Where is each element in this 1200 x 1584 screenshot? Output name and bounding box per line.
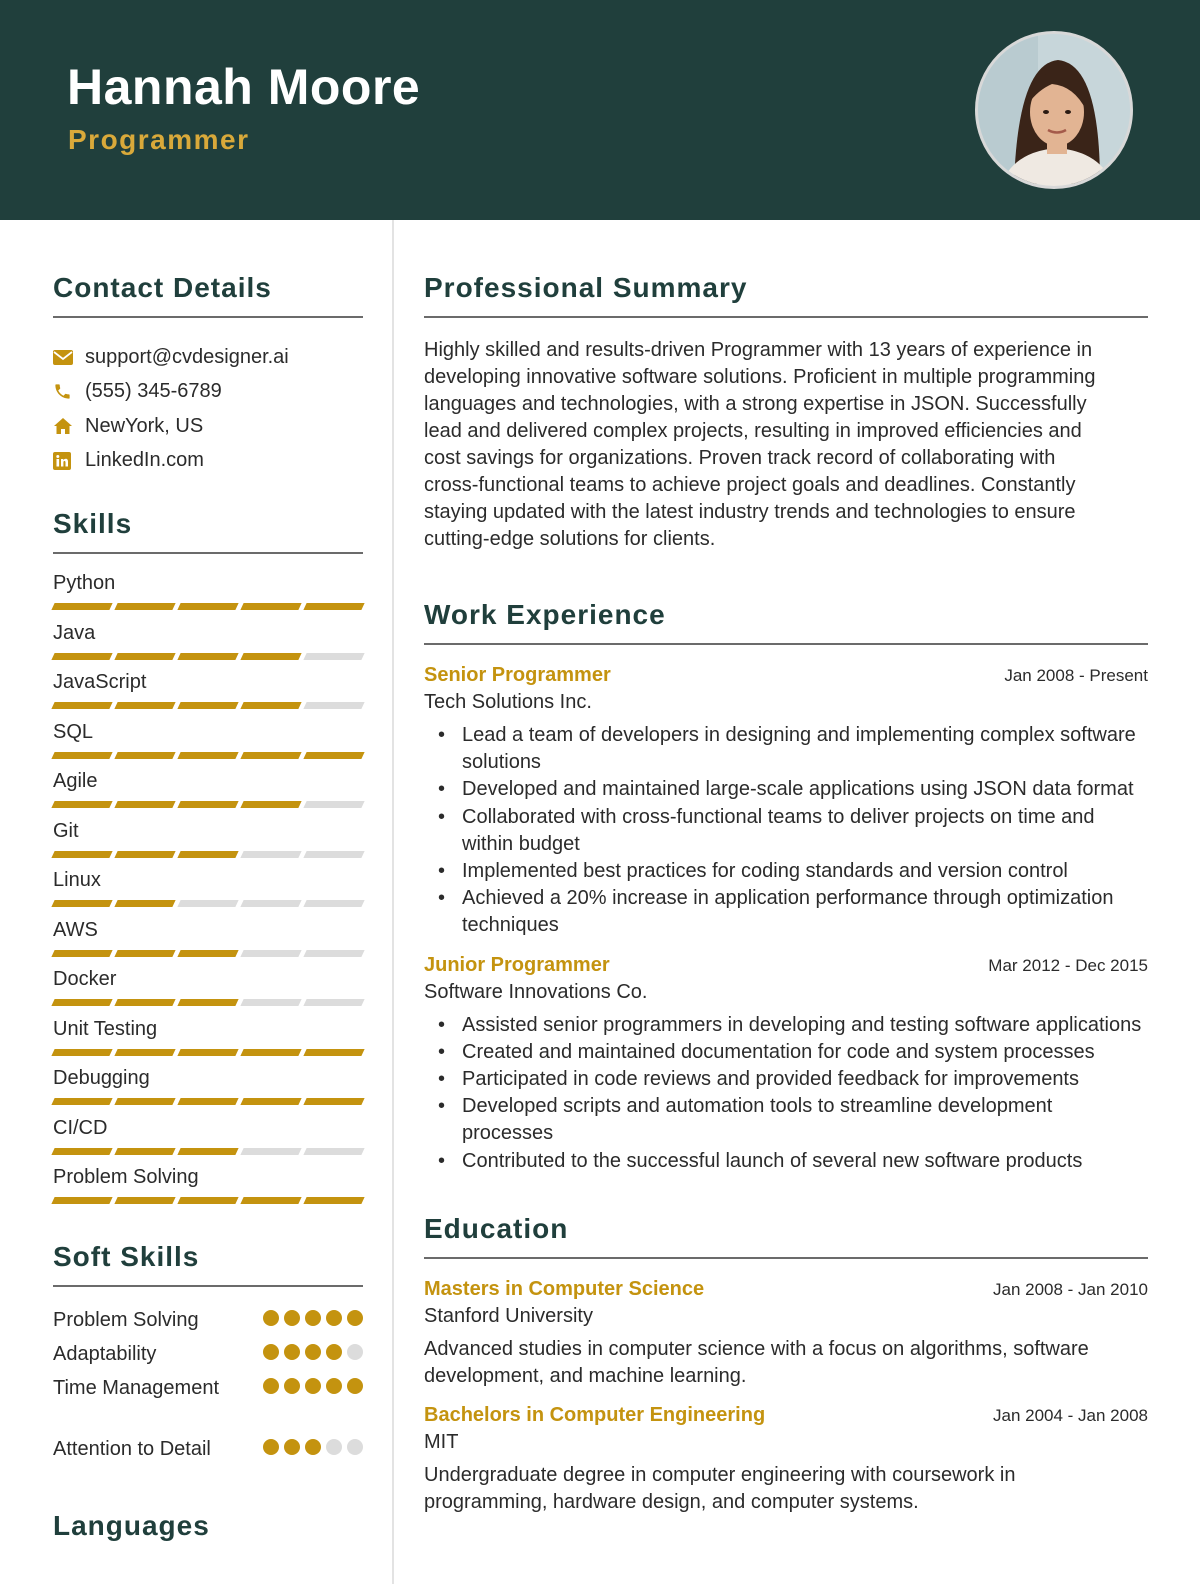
skill-bar-filled [51, 950, 112, 957]
rating-dot-filled [305, 1439, 321, 1455]
contact-location-text: NewYork, US [85, 414, 204, 437]
job-bullet: • Contributed to the successful launch of several new software products [424, 1148, 1148, 1175]
skill-level-bars [53, 603, 363, 610]
degree-description [424, 1462, 1148, 1516]
languages-section [53, 1510, 363, 1542]
rating-dot-filled [284, 1439, 300, 1455]
section-title: Soft Skills [53, 1240, 200, 1272]
section-rule [424, 316, 1148, 318]
skill-bar-filled [51, 1098, 112, 1105]
skill-row [53, 1114, 363, 1164]
column-divider [392, 220, 394, 1584]
skill-bar-filled [240, 752, 301, 759]
skill-row [53, 1015, 363, 1065]
rating-dot-filled [284, 1344, 300, 1360]
skill-bar-filled [240, 653, 301, 660]
rating-dot-filled [305, 1310, 321, 1326]
skill-level-bars [53, 1148, 363, 1155]
skill-row [53, 668, 363, 718]
section-rule [53, 316, 363, 318]
rating-dot-filled [326, 1378, 342, 1394]
skill-level-bars [53, 1049, 363, 1056]
skill-level-bars [53, 653, 363, 660]
skill-bar-empty [303, 900, 364, 907]
skill-bar-empty [240, 851, 301, 858]
skill-bar-filled [114, 999, 175, 1006]
contact-email-text: support@cvdesigner.ai [85, 345, 289, 368]
skill-row [53, 965, 363, 1015]
skill-bar-filled [51, 653, 112, 660]
skill-row [53, 817, 363, 867]
skill-name: Problem Solving [53, 1166, 199, 1188]
skill-bar-filled [114, 1148, 175, 1155]
experience-section [424, 599, 1148, 1175]
rating-dot-filled [263, 1378, 279, 1394]
soft-skill-name: Attention to Detail [53, 1437, 211, 1460]
skill-level-bars [53, 801, 363, 808]
skill-name: CI/CD [53, 1116, 108, 1139]
skill-bar-empty [303, 653, 364, 660]
rating-dot-empty [326, 1439, 342, 1455]
profile-photo [975, 31, 1133, 189]
left-column [53, 220, 363, 1542]
skill-row [53, 718, 363, 768]
soft-skill-dots [263, 1310, 363, 1326]
skill-bar-filled [51, 801, 112, 808]
summary-text [424, 337, 1148, 553]
rating-dot-filled [305, 1344, 321, 1360]
skill-name: Docker [53, 968, 117, 990]
job-bullet: • Developed and maintained large-scale applications using JSON data format [424, 776, 1148, 803]
skill-bar-filled [303, 603, 364, 610]
skill-bar-filled [177, 801, 238, 808]
skill-row [53, 569, 363, 619]
skill-row [53, 1064, 363, 1114]
section-title: Professional Summary [424, 272, 748, 303]
rating-dot-filled [263, 1344, 279, 1360]
skill-bar-filled [114, 1098, 175, 1105]
skill-bar-filled [177, 1098, 238, 1105]
rating-dot-filled [263, 1310, 279, 1326]
home-icon [53, 417, 85, 435]
degree-description [424, 1336, 1148, 1390]
summary-line: Highly skilled and results-driven Programmer with 13 years of experience in [424, 339, 1093, 361]
summary-line: cross-functional teams to achieve project goals and deadlines. Constantly [424, 474, 1076, 496]
job-title: Senior Programmer [424, 664, 611, 686]
skill-bar-filled [114, 653, 175, 660]
skill-bar-empty [303, 851, 364, 858]
degree-title: Bachelors in Computer Engineering [424, 1403, 766, 1426]
skill-bar-empty [303, 702, 364, 709]
skill-name: Agile [53, 770, 98, 792]
skill-name: Debugging [53, 1067, 150, 1089]
skill-bar-filled [177, 1197, 238, 1204]
skill-bar-filled [240, 1049, 301, 1056]
job-bullet: • Implemented best practices for coding standards and version control [424, 858, 1148, 885]
skill-bar-empty [303, 1148, 364, 1155]
skill-bar-filled [177, 702, 238, 709]
degree-line: development, and machine learning. [424, 1364, 747, 1387]
skill-bar-filled [240, 1197, 301, 1204]
skill-name: JavaScript [53, 671, 147, 693]
school-name: Stanford University [424, 1304, 593, 1327]
job-bullet: • Lead a team of developers in designing and implementing complex software solutions [424, 722, 1148, 776]
rating-dot-filled [305, 1378, 321, 1394]
right-column [424, 220, 1148, 1516]
skill-bar-empty [240, 1148, 301, 1155]
soft-skills-section [53, 1241, 363, 1470]
skill-name: Java [53, 621, 96, 644]
skill-bar-filled [303, 1197, 364, 1204]
section-rule [53, 1285, 363, 1287]
skill-bar-filled [114, 702, 175, 709]
job-bullet: • Collaborated with cross-functional teams to deliver projects on time and within budget [424, 804, 1148, 858]
degree-title: Masters in Computer Science [424, 1277, 705, 1300]
job-dates: Mar 2012 - Dec 2015 [988, 955, 1148, 975]
skill-bar-filled [51, 1148, 112, 1155]
job-bullet: • Developed scripts and automation tools to streamline development processes [424, 1093, 1148, 1147]
degree-line: programming, hardware design, and computer systems. [424, 1490, 919, 1513]
degree-dates: Jan 2008 - Jan 2010 [992, 1279, 1148, 1299]
skill-row [53, 1163, 363, 1213]
job-bullet: • Assisted senior programmers in developing and testing software applications [424, 1012, 1148, 1039]
contact-phone-text: (555) 345-6789 [85, 380, 222, 403]
skill-level-bars [53, 752, 363, 759]
soft-skill-row [53, 1307, 363, 1341]
skill-level-bars [53, 1197, 363, 1204]
skill-bar-filled [51, 1049, 112, 1056]
contact-email[interactable] [53, 340, 363, 375]
skill-bar-filled [240, 702, 301, 709]
skill-bar-empty [240, 900, 301, 907]
skill-bar-filled [177, 752, 238, 759]
skills-list [53, 569, 363, 1213]
job-entry [424, 664, 1148, 940]
contact-location [53, 409, 363, 444]
envelope-icon [53, 350, 85, 365]
skill-bar-filled [114, 950, 175, 957]
job-dates: Jan 2008 - Present [1004, 666, 1148, 685]
skill-bar-filled [114, 900, 175, 907]
skill-bar-filled [114, 801, 175, 808]
phone-icon [53, 382, 85, 401]
education-entry [424, 1404, 1148, 1516]
soft-skill-dots [263, 1439, 363, 1455]
skill-level-bars [53, 999, 363, 1006]
skill-bar-filled [177, 1148, 238, 1155]
section-title: Work Experience [424, 599, 666, 630]
candidate-name: Hannah Moore [67, 59, 421, 115]
section-rule [53, 552, 363, 554]
section-title: Skills [53, 508, 133, 539]
skill-bar-filled [177, 851, 238, 858]
skill-row [53, 767, 363, 817]
contact-phone[interactable] [53, 375, 363, 410]
skill-bar-filled [303, 1049, 364, 1056]
skill-bar-empty [177, 900, 238, 907]
section-title: Education [424, 1212, 569, 1244]
soft-skill-name: Adaptability [53, 1342, 157, 1365]
contact-linkedin[interactable] [53, 444, 363, 479]
skill-row [53, 619, 363, 669]
degree-line: Undergraduate degree in computer engineering with coursework in [424, 1463, 1016, 1486]
soft-skill-name: Problem Solving [53, 1308, 199, 1331]
degree-line: Advanced studies in computer science with a focus on algorithms, software [424, 1337, 1089, 1360]
skill-row [53, 916, 363, 966]
skill-bar-filled [114, 851, 175, 858]
soft-skill-name: Time Management [53, 1376, 219, 1399]
skill-bar-filled [240, 801, 301, 808]
skill-bar-filled [51, 752, 112, 759]
skill-name: Linux [53, 869, 101, 891]
skill-bar-filled [177, 653, 238, 660]
skill-bar-filled [240, 1098, 301, 1105]
skill-bar-filled [51, 851, 112, 858]
rating-dot-filled [284, 1310, 300, 1326]
education-entry [424, 1278, 1148, 1390]
resume-header [0, 0, 1200, 220]
section-title: Contact Details [53, 272, 272, 303]
job-title: Junior Programmer [424, 953, 610, 976]
skill-name: Git [53, 819, 79, 842]
skill-bar-empty [303, 950, 364, 957]
skill-bar-filled [303, 1098, 364, 1105]
summary-line: staying updated with the latest industry trends and technologies to ensure [424, 501, 1076, 523]
soft-skill-row [53, 1341, 363, 1375]
rating-dot-filled [326, 1310, 342, 1326]
linkedin-icon [53, 452, 85, 470]
degree-dates: Jan 2004 - Jan 2008 [992, 1405, 1148, 1425]
summary-section [424, 272, 1148, 553]
section-title: Languages [53, 1509, 210, 1541]
rating-dot-filled [347, 1310, 363, 1326]
job-bullet: • Participated in code reviews and provided feedback for improvements [424, 1066, 1148, 1093]
section-rule [424, 1257, 1148, 1259]
skill-level-bars [53, 950, 363, 957]
summary-line: cutting-edge solutions for clients. [424, 528, 716, 550]
rating-dot-filled [284, 1378, 300, 1394]
skill-bar-filled [114, 752, 175, 759]
skill-name: Python [53, 572, 116, 594]
job-bullet: • Achieved a 20% increase in application performance through optimization techniques [424, 885, 1148, 939]
contact-linkedin-text: LinkedIn.com [85, 449, 204, 472]
soft-skill-row [53, 1436, 363, 1470]
skill-bar-filled [51, 900, 112, 907]
job-company: Tech Solutions Inc. [424, 691, 592, 713]
soft-skill-row [53, 1375, 363, 1436]
rating-dot-empty [347, 1344, 363, 1360]
skill-bar-filled [303, 752, 364, 759]
skill-bar-filled [114, 1197, 175, 1204]
job-company: Software Innovations Co. [424, 980, 648, 1003]
skill-bar-filled [177, 999, 238, 1006]
skill-bar-filled [177, 1049, 238, 1056]
skill-bar-filled [240, 603, 301, 610]
section-rule [424, 643, 1148, 645]
skill-bar-filled [51, 1197, 112, 1204]
skill-name: SQL [53, 720, 94, 743]
skill-row [53, 866, 363, 916]
education-section [424, 1213, 1148, 1516]
skill-bar-filled [114, 603, 175, 610]
job-entry [424, 954, 1148, 1175]
skill-bar-empty [240, 999, 301, 1006]
skill-bar-filled [51, 702, 112, 709]
skill-level-bars [53, 851, 363, 858]
candidate-title: Programmer [68, 124, 250, 155]
skill-bar-filled [114, 1049, 175, 1056]
skill-level-bars [53, 1098, 363, 1105]
contact-section [53, 272, 363, 478]
soft-skills-list [53, 1307, 363, 1470]
summary-line: lead and delivered complex projects, resulting in improved efficiencies and [424, 420, 1082, 442]
rating-dot-filled [326, 1344, 342, 1360]
summary-line: cost savings for organizations. Proven track record of collaborating with [424, 447, 1056, 469]
skill-bar-filled [177, 950, 238, 957]
school-name: MIT [424, 1430, 459, 1453]
skill-level-bars [53, 702, 363, 709]
skill-level-bars [53, 900, 363, 907]
skill-bar-empty [303, 801, 364, 808]
soft-skill-dots [263, 1344, 363, 1360]
rating-dot-filled [347, 1378, 363, 1394]
skill-bar-empty [303, 999, 364, 1006]
skill-bar-filled [51, 999, 112, 1006]
skill-name: Unit Testing [53, 1017, 158, 1040]
skill-bar-filled [51, 603, 112, 610]
skill-bar-empty [240, 950, 301, 957]
soft-skill-dots [263, 1378, 363, 1394]
summary-line: developing innovative software solutions. Proficient in multiple programming [424, 366, 1096, 388]
rating-dot-empty [347, 1439, 363, 1455]
skill-bar-filled [177, 603, 238, 610]
skill-name: AWS [53, 918, 98, 941]
rating-dot-filled [263, 1439, 279, 1455]
skills-section [53, 508, 363, 1213]
summary-line: languages and technologies, with a strong expertise in JSON. Successfully [424, 393, 1087, 415]
job-bullet: • Created and maintained documentation for code and system processes [424, 1039, 1148, 1066]
